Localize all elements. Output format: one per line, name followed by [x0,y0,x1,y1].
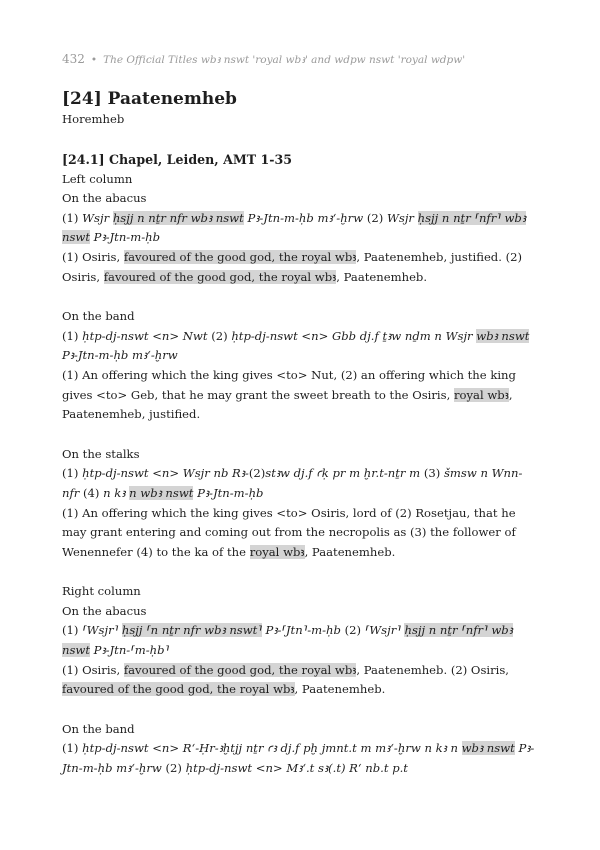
highlighted-title: wbꜣ nswt [461,741,515,756]
text-segment: Pꜣ-Jtn-m-ḥb mꜣ‘-ḫrw [243,210,367,225]
text-segment: (1) An offering which the king gives <to> Osiris, lord of (2) Rosetjau, that he may grant entering and coming out from the necropolis as (3) the follower of Wenennefer (4) to the ka of the [62,505,516,559]
line-number: (1) [62,741,79,756]
text-segment: ḥtp-dj-nswt <n> Nwt [78,328,212,343]
text-segment: , Paatenemheb, justified. (2) Osiris, [62,249,523,284]
header-bullet: • [90,54,98,66]
highlighted-title: favoured of the good god, the royal wbꜣ [123,662,357,677]
highlighted-title: n wbꜣ nswt [129,485,194,500]
running-header [62,52,465,66]
line-number: (2) [211,328,228,343]
text-segment: , Paatenemheb. [304,544,396,559]
line-number: (2) [165,761,182,776]
transliteration [62,464,537,503]
text-segment: Pꜣ-Jtn-m-ḥb mꜣ‘-ḫrw [62,348,178,363]
right-abacus-block [62,582,537,700]
text-segment: , Paatenemheb. [336,269,428,284]
text-segment: (1) Osiris, [62,249,124,264]
highlighted-title: ḥsjj ⸢n nṯr nfr wbꜣ nswt⸣ [121,623,262,638]
text-segment: n kꜣ [99,485,130,500]
text-segment: , Paatenemheb. (2) Osiris, [356,662,509,677]
left-stalks-block [62,445,537,563]
chapter-title: [24] Paatenemheb [62,89,237,109]
text-segment: Pꜣ-Jtn-⸢m-ḥb⸣ [90,643,170,658]
text-segment: Pꜣ-Jtn-m-ḥb mꜣ‘-ḫrw [62,741,535,776]
transliteration [62,621,537,660]
text-segment: ⸢Wsjr⸣ [78,623,122,638]
transliteration [62,327,537,366]
highlighted-title: ḥsjj n nṯr ⸢nfr⸣ wbꜣ nswt [62,623,513,658]
text-segment: šmsw n Wnn-nfr [62,466,523,500]
text-segment: Pꜣ-Jtn-m-ḥb [90,230,161,245]
text-segment: ḥtp-dj-nswt <n> R‘-Ḥr-ꜣḫtjj nṯr ꜥꜣ dj.f pḫ jmnt.t m mꜣ‘-ḫrw n kꜣ n [78,741,462,756]
text-segment: Wsjr [383,210,418,225]
section-title: [24.1] Chapel, Leiden, AMT 1-35 [62,151,293,167]
text-segment: ⸢Wsjr⸣ [361,623,405,638]
location-label: On the band [62,309,135,324]
page-number: 432 [62,52,85,66]
location-label: On the band [62,721,135,736]
line-number: (1) [62,623,79,638]
main-content [62,88,537,779]
running-title: The Official Titles wbꜣ nswt 'royal wbꜣ' and wdpw nswt 'royal wdpw' [103,54,466,66]
text-segment: ḥtp-dj-nswt <n> Gbb dj.f ṯꜣw nḏm n Wsjr [227,328,477,343]
location-label: On the abacus [62,603,147,618]
highlighted-title: ḥsjj n nṯr ⸢nfr⸣ wbꜣ nswt [62,210,526,245]
translation [62,661,537,700]
transliteration [62,739,537,778]
line-number: (3) [423,466,441,481]
transliteration [62,209,537,248]
highlighted-title: ḥsjj n nṯr nfr wbꜣ nswt [112,210,244,225]
line-number: (1) [62,210,79,225]
column-heading: Right column [62,584,141,599]
chapter-subtitle: Horemheb [62,112,125,126]
text-segment: Pꜣ-Jtn-m-ḥb [193,485,264,500]
text-segment: ḥtp-dj-nswt <n> Wsjr nb Rꜣ- [78,466,249,481]
line-number: (1) [62,328,79,343]
translation [62,366,537,425]
left-band-block [62,307,537,425]
location-label: On the abacus [62,191,147,206]
location-label: On the stalks [62,446,140,461]
highlighted-title: royal wbꜣ [249,544,305,559]
text-segment: (1) An offering which the king gives <to> Nut, (2) an offering which the king gives <to> Geb, that he may grant the sweet breath to the Osiris, [62,367,516,402]
translation [62,248,537,287]
text-segment: stꜣw dj.f ꜥḳ pr m ḫr.t-nṯr m [265,466,424,481]
left-abacus-block [62,170,537,288]
line-number: (2) [248,466,266,481]
text-segment: Pꜣ-⸢Jtn⸣-m-ḥb [261,623,345,638]
text-segment: ḥtp-dj-nswt <n> Mꜣ‘.t sꜣ(.t) R‘ nb.t p.t [181,761,408,776]
highlighted-title: favoured of the good god, the royal wbꜣ [123,249,357,264]
line-number: (2) [344,623,362,638]
highlighted-title: royal wbꜣ [453,387,509,402]
right-band-block [62,720,537,779]
text-segment: , Paatenemheb, justified. [62,387,513,422]
text-segment: Wsjr [78,210,113,225]
line-number: (1) [62,466,79,481]
highlighted-title: favoured of the good god, the royal wbꜣ [62,682,295,697]
translation [62,504,537,563]
column-heading: Left column [62,171,133,186]
line-number: (4) [83,485,100,500]
text-segment: , Paatenemheb. [294,682,386,697]
highlighted-title: wbꜣ nswt [476,328,530,343]
highlighted-title: favoured of the good god, the royal wbꜣ [103,269,337,284]
text-segment: (1) Osiris, [62,662,124,677]
line-number: (2) [366,210,384,225]
